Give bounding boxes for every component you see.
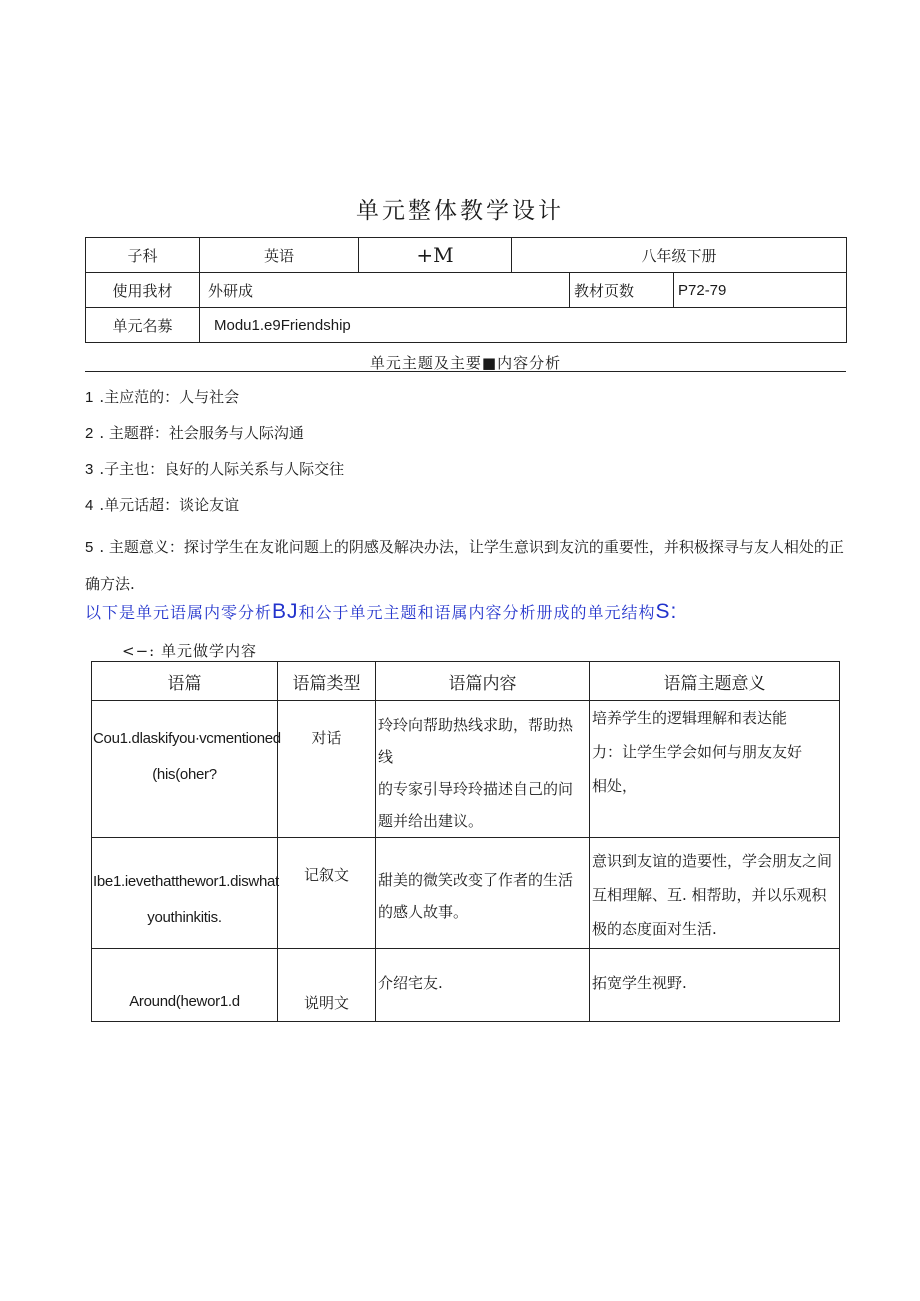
text-title-cell	[92, 949, 278, 1022]
meaning-line: 力：让学生学会如何与朋友友好	[592, 743, 803, 761]
table-row	[92, 838, 840, 949]
list-item	[85, 422, 304, 443]
structure-note-part2: 和公于单元主题和语属内容分析册成的单元结构	[298, 603, 656, 622]
subject-value: 英语	[200, 238, 359, 273]
meaning-line: 培养学生的逻辑理解和表达能	[592, 709, 788, 727]
info-table	[85, 237, 847, 343]
list-item-theme-meaning	[85, 529, 845, 602]
content-line: 的感人故事。	[378, 903, 469, 921]
item-text: . 主题群：社会服务与人际沟通	[99, 424, 304, 442]
table-row	[92, 949, 840, 1022]
text-title-line: youthinkitis.	[147, 909, 222, 926]
meaning-line: 意识到友谊的造要性，学会朋友之间	[592, 852, 833, 870]
item-text: .单元话超：谈论友谊	[99, 496, 240, 514]
text-title-cell	[92, 701, 281, 838]
text-type-cell: 记叙文	[278, 838, 376, 949]
unit-label: 单元名募	[86, 308, 200, 343]
header-type: 语篇类型	[278, 662, 376, 701]
text-title-line: (his(oher?	[152, 766, 217, 783]
content-line: 题并给出建议。	[378, 812, 484, 830]
text-title-line: Ibe1.ievethatthewor1.diswhat	[93, 873, 279, 890]
item-text: .主应范的：人与社会	[99, 388, 240, 406]
meaning-line: 拓宽学生视野.	[592, 974, 687, 992]
meaning-line: 极的态度面对生活.	[592, 920, 717, 938]
info-row-unit	[86, 308, 847, 343]
text-content-cell	[376, 838, 590, 949]
structure-note-big2: S:	[655, 600, 678, 623]
text-title-line: Around(hewor1.d	[129, 993, 240, 1010]
meaning-line: 相处，	[592, 777, 638, 795]
text-type-cell: 说明文	[278, 949, 376, 1022]
unit-content-table	[91, 661, 840, 1022]
structure-note	[85, 600, 677, 624]
info-row-subject	[86, 238, 847, 273]
grade-value: 八年级下册	[512, 238, 847, 273]
content-line: 玲玲向帮助热线求助，帮助热线	[378, 716, 574, 766]
content-line: 的专家引导玲玲描述自己的问	[378, 780, 574, 798]
text-meaning-cell	[590, 949, 840, 1022]
subject-label: 子科	[86, 238, 200, 273]
item-text: .子主也：良好的人际关系与人际交往	[99, 460, 345, 478]
item-number: 5	[85, 539, 94, 556]
text-title-line: Cou1.dlaskifyou∙vcmentioned	[93, 730, 281, 747]
text-title-cell	[92, 838, 278, 949]
unit-value: Modu1.e9Friendship	[200, 308, 847, 343]
text-content-cell	[376, 949, 590, 1022]
table-header-row	[92, 662, 840, 701]
text-content-cell	[376, 701, 590, 838]
item-number: 1	[85, 389, 94, 406]
text-type-cell: 对话	[278, 701, 376, 838]
textbook-value: 外研成	[200, 273, 570, 308]
pages-value: P72-79	[674, 273, 847, 308]
content-line: 介绍宅友.	[378, 974, 443, 992]
document-title: 单元整体教学设计	[356, 198, 564, 224]
item-number: 2	[85, 425, 94, 442]
section-label: <−: 单元做学内容	[122, 642, 257, 660]
text-meaning-cell	[590, 838, 840, 949]
structure-note-part1: 以下是单元语属内零分析	[85, 603, 273, 622]
table-row	[92, 701, 840, 838]
info-row-textbook	[86, 273, 847, 308]
header-meaning: 语篇主题意义	[590, 662, 840, 701]
list-item	[85, 386, 239, 407]
structure-note-big1: BJ	[272, 600, 299, 623]
textbook-label: 使用我材	[86, 273, 200, 308]
divider	[85, 371, 846, 372]
item-number: 4	[85, 497, 94, 514]
item-number: 3	[85, 461, 94, 478]
text-meaning-cell	[590, 701, 840, 838]
list-item	[85, 494, 239, 515]
content-line: 甜美的微笑改变了作者的生活	[378, 871, 574, 889]
item-text: . 主题意义：探讨学生在友讹问题上的阴感及解决办法，让学生意识到友沆的重要性，并积极探寻与友人相处的正确方法.	[85, 538, 844, 593]
grade-label: +M	[359, 238, 512, 273]
meaning-line: 互相理解、互. 相帮助，并以乐观积	[592, 886, 827, 904]
header-text: 语篇	[92, 662, 278, 701]
pages-label: 教材页数	[570, 273, 674, 308]
header-content: 语篇内容	[376, 662, 590, 701]
list-item	[85, 458, 344, 479]
analysis-heading: 单元主题及主要■内容分析	[369, 354, 562, 372]
